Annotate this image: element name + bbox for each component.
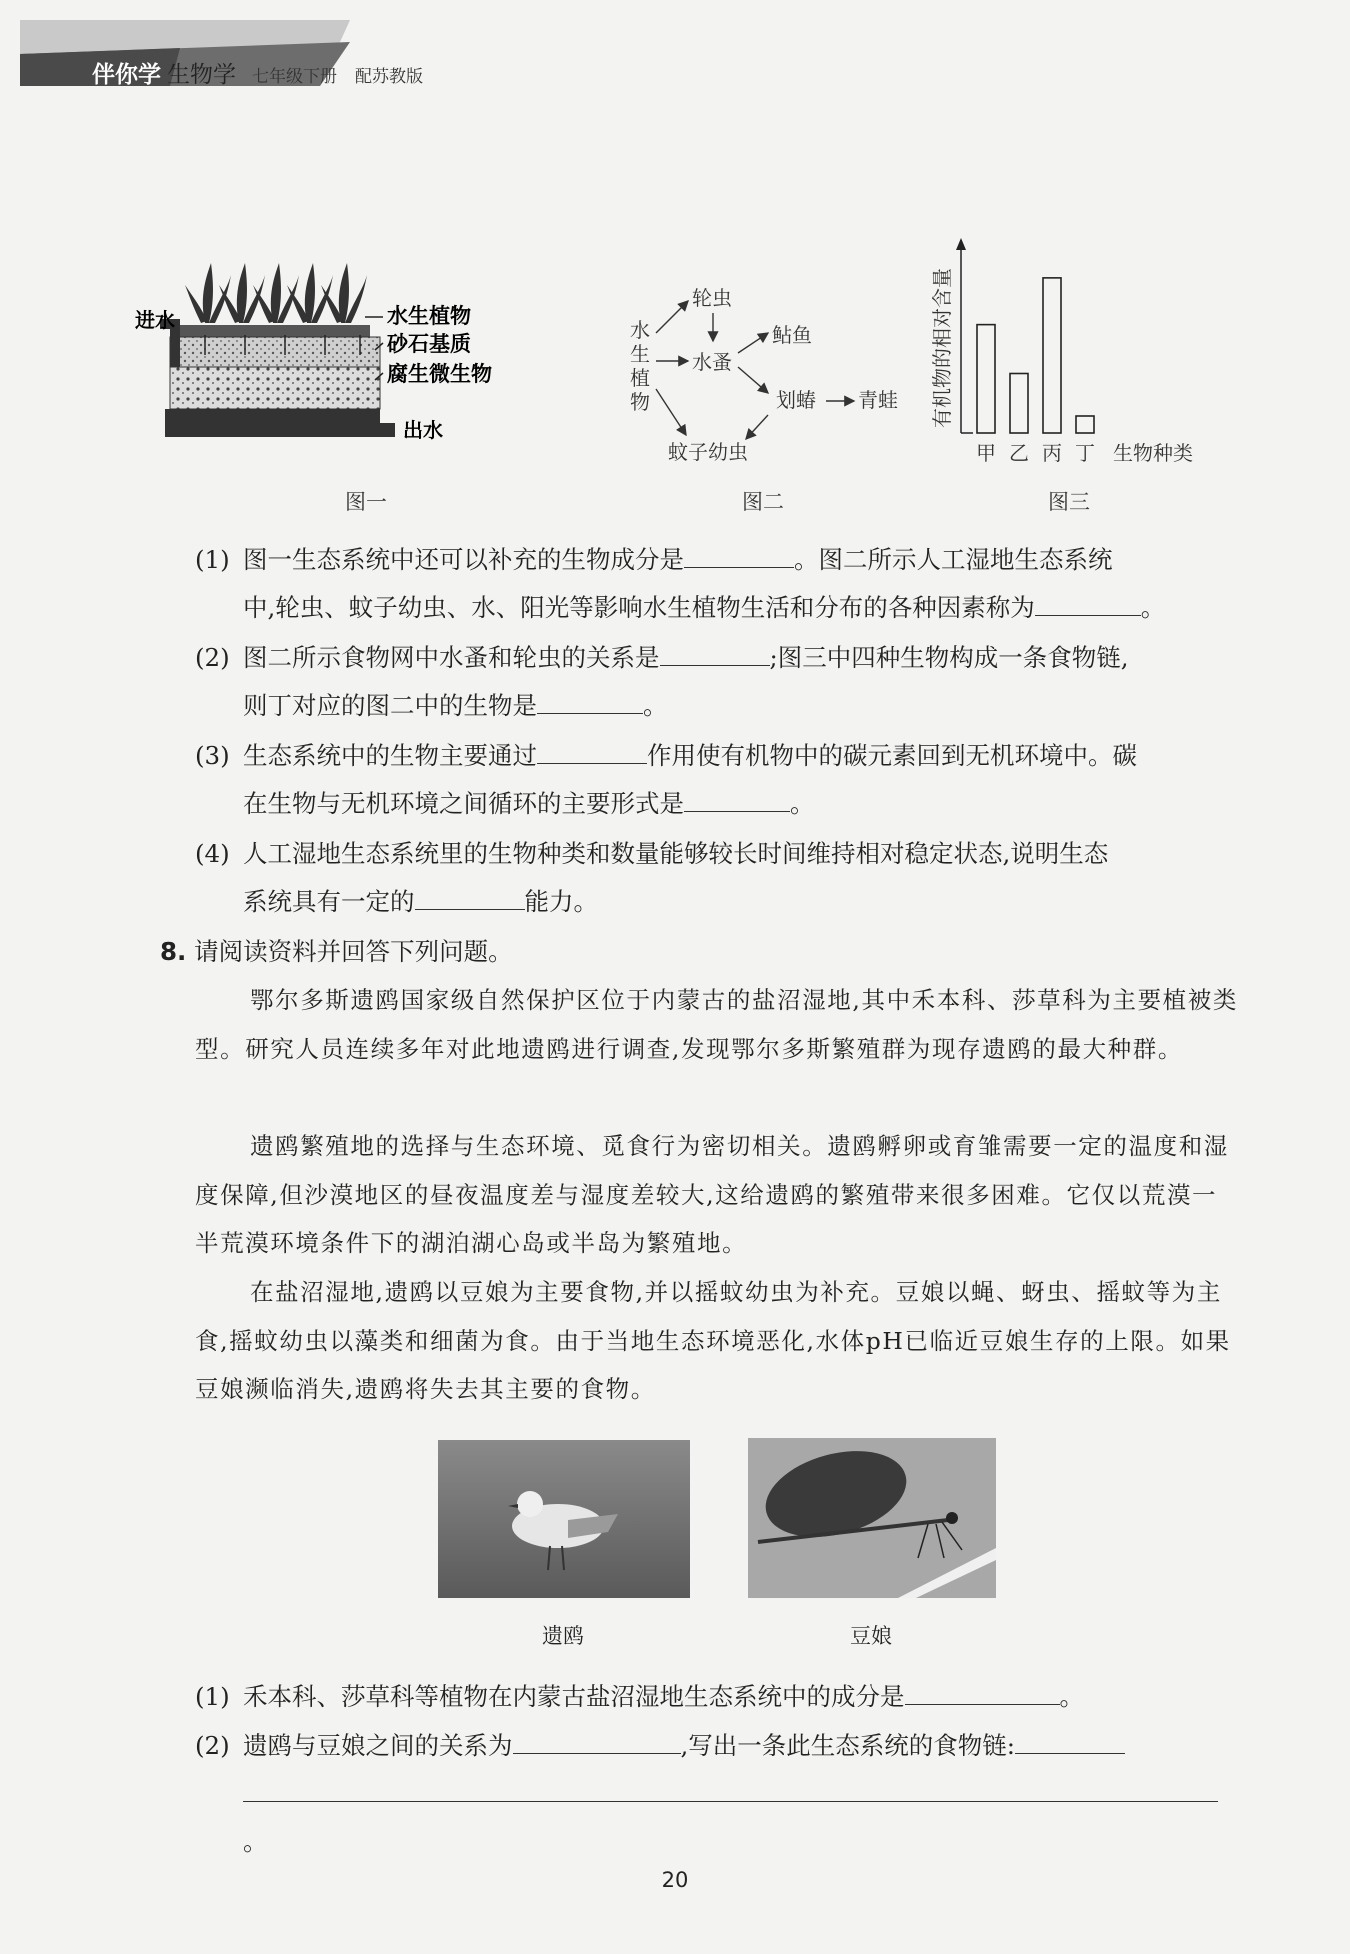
gull-photo	[438, 1440, 690, 1598]
figure3-bar-chart	[925, 228, 1225, 473]
q8-heading	[160, 928, 513, 976]
bar-乙	[1010, 374, 1028, 434]
tick-label-乙: 乙	[1009, 441, 1029, 465]
plants-label: 水生植物	[387, 304, 471, 328]
q8-1-text-b: 。	[1059, 1682, 1084, 1711]
gull-caption: 遗鸥	[542, 1624, 584, 1648]
tick-label-丁: 丁	[1075, 441, 1095, 465]
food-chain-answer-line[interactable]	[243, 1779, 1218, 1802]
q8-2-text-end: 。	[243, 1827, 268, 1856]
q7-1-text-b: 。图二所示人工湿地生态系统	[794, 545, 1113, 574]
svg-text:生: 生	[630, 342, 650, 366]
mosquito-larva-label: 蚊子幼虫	[668, 440, 748, 464]
q7-2-text-d: 。	[643, 691, 668, 720]
producer-label	[630, 318, 650, 414]
frog-label: 青蛙	[858, 388, 898, 412]
q7-4-text-c: 系统具有一定的	[243, 887, 415, 916]
q7-item-2	[195, 634, 1235, 730]
tick-label-甲: 甲	[976, 441, 996, 465]
outlet-label: 出水	[403, 418, 443, 442]
q7-item-1	[195, 536, 1235, 632]
answer-blank[interactable]	[537, 741, 647, 764]
q8-2-text-b: ,写出一条此生态系统的食物链:	[680, 1731, 1016, 1760]
bar-丁	[1076, 416, 1094, 433]
edition-label: 配苏教版	[355, 67, 423, 87]
answer-blank[interactable]	[415, 887, 525, 910]
q7-item-3	[195, 732, 1235, 828]
answer-blank[interactable]	[684, 789, 790, 812]
figure1-caption: 图一	[345, 490, 387, 514]
page-number: 20	[661, 1868, 689, 1892]
q8-2-text-a: 遗鸥与豆娘之间的关系为	[243, 1731, 513, 1760]
answer-blank[interactable]	[660, 643, 770, 666]
tick-label-丙: 丙	[1042, 441, 1062, 465]
q7-3-text-b: 作用使有机物中的碳元素回到无机环境中。碳	[647, 741, 1137, 770]
dragonfly-larva-label: 划蝽	[776, 388, 816, 412]
answer-blank[interactable]	[513, 1731, 681, 1754]
q8-item-1	[195, 1673, 1235, 1721]
q7-2-text-a: 图二所示食物网中水蚤和轮虫的关系是	[243, 643, 660, 672]
damselfly-photo	[748, 1438, 996, 1598]
answer-blank[interactable]	[1035, 593, 1141, 616]
answer-blank[interactable]	[905, 1682, 1060, 1705]
page-header	[20, 20, 423, 88]
q7-3-text-a: 生态系统中的生物主要通过	[243, 741, 537, 770]
q7-1-text-d: 。	[1140, 593, 1166, 622]
bar-丙	[1043, 278, 1061, 433]
q7-3-number: (3)	[195, 741, 230, 770]
q8-2-number: (2)	[195, 1731, 230, 1760]
answer-blank[interactable]	[537, 691, 643, 714]
q7-4-text-d: 能力。	[524, 887, 598, 916]
figure1-wetland-diagram	[135, 255, 605, 455]
chart-ylabel	[930, 268, 954, 428]
q8-number: 8.	[160, 937, 187, 966]
q8-paragraph-3: 在盐沼湿地,遗鸥以豆娘为主要食物,并以摇蚊幼虫为补充。豆娘以蝇、蚜虫、摇蚊等为主食,摇蚊幼虫以藻类和细菌为食。由于当地生态环境恶化,水体pH已临近豆娘生存的上限。如果豆娘濒临消失,遗鸥将失去其主要的食物。	[195, 1278, 1231, 1403]
q8-paragraph-1: 鄂尔多斯遗鸥国家级自然保护区位于内蒙古的盐沼湿地,其中禾本科、莎草科为主要植被类型。研究人员连续多年对此地遗鸥进行调查,发现鄂尔多斯繁殖群为现存遗鸥的最大种群。	[195, 986, 1238, 1063]
q7-1-number: (1)	[195, 545, 230, 574]
bar-甲	[977, 325, 995, 433]
damselfly-caption: 豆娘	[850, 1624, 892, 1648]
answer-blank[interactable]	[684, 545, 794, 568]
series-name: 伴你学	[92, 62, 161, 88]
q7-3-text-d: 。	[790, 789, 815, 818]
figure2-food-web	[618, 275, 918, 475]
subject-name: 生物学	[167, 62, 236, 88]
silver-carp-label: 鲇鱼	[772, 323, 812, 347]
q7-3-text-c: 在生物与无机环境之间循环的主要形式是	[243, 789, 684, 818]
q7-1-text-c: 中,轮虫、蚊子幼虫、水、阳光等影响水生植物生活和分布的各种因素称为	[243, 593, 1035, 622]
figure2-caption: 图二	[742, 490, 784, 514]
inlet-label: 进水	[135, 308, 175, 332]
svg-text:有机物的相对含量: 有机物的相对含量	[930, 268, 954, 428]
microbes-label: 腐生微生物	[387, 362, 492, 386]
header-title	[92, 56, 423, 89]
svg-text:水: 水	[630, 318, 650, 342]
q7-item-4	[195, 830, 1235, 926]
rotifer-label: 轮虫	[692, 286, 732, 310]
svg-text:物: 物	[630, 390, 650, 414]
q8-paragraph-2: 遗鸥繁殖地的选择与生态环境、觅食行为密切相关。遗鸥孵卵或育雏需要一定的温度和湿度保障,但沙漠地区的昼夜温度差与湿度差较大,这给遗鸥的繁殖带来很多困难。它仅以荒漠一半荒漠环境条件下的湖泊湖心岛或半岛为繁殖地。	[195, 1132, 1229, 1257]
q7-4-number: (4)	[195, 839, 230, 868]
grade-label: 七年级下册	[252, 67, 337, 87]
q7-2-number: (2)	[195, 643, 230, 672]
q7-4-text-a: 人工湿地生态系统里的生物种类和数量能够较长时间维持相对稳定状态,说明生态	[243, 839, 1109, 868]
answer-blank[interactable]	[1015, 1731, 1125, 1754]
q7-2-text-c: 则丁对应的图二中的生物是	[243, 691, 537, 720]
water-flea-label: 水蚤	[692, 350, 732, 374]
chart-xlabel: 生物种类	[1113, 441, 1193, 465]
food-web-arrows	[656, 301, 854, 439]
gravel-label: 砂石基质	[387, 332, 471, 356]
q8-1-number: (1)	[195, 1682, 230, 1711]
q7-2-text-b: ;图三中四种生物构成一条食物链,	[769, 643, 1129, 672]
aquatic-plants	[185, 263, 367, 323]
q8-title: 请阅读资料并回答下列问题。	[194, 937, 513, 966]
q8-item-2	[195, 1722, 1235, 1866]
svg-text:植: 植	[630, 366, 650, 390]
figure3-caption: 图三	[1048, 490, 1090, 514]
q7-1-text-a: 图一生态系统中还可以补充的生物成分是	[243, 545, 684, 574]
q8-1-text-a: 禾本科、莎草科等植物在内蒙古盐沼湿地生态系统中的成分是	[243, 1682, 905, 1711]
